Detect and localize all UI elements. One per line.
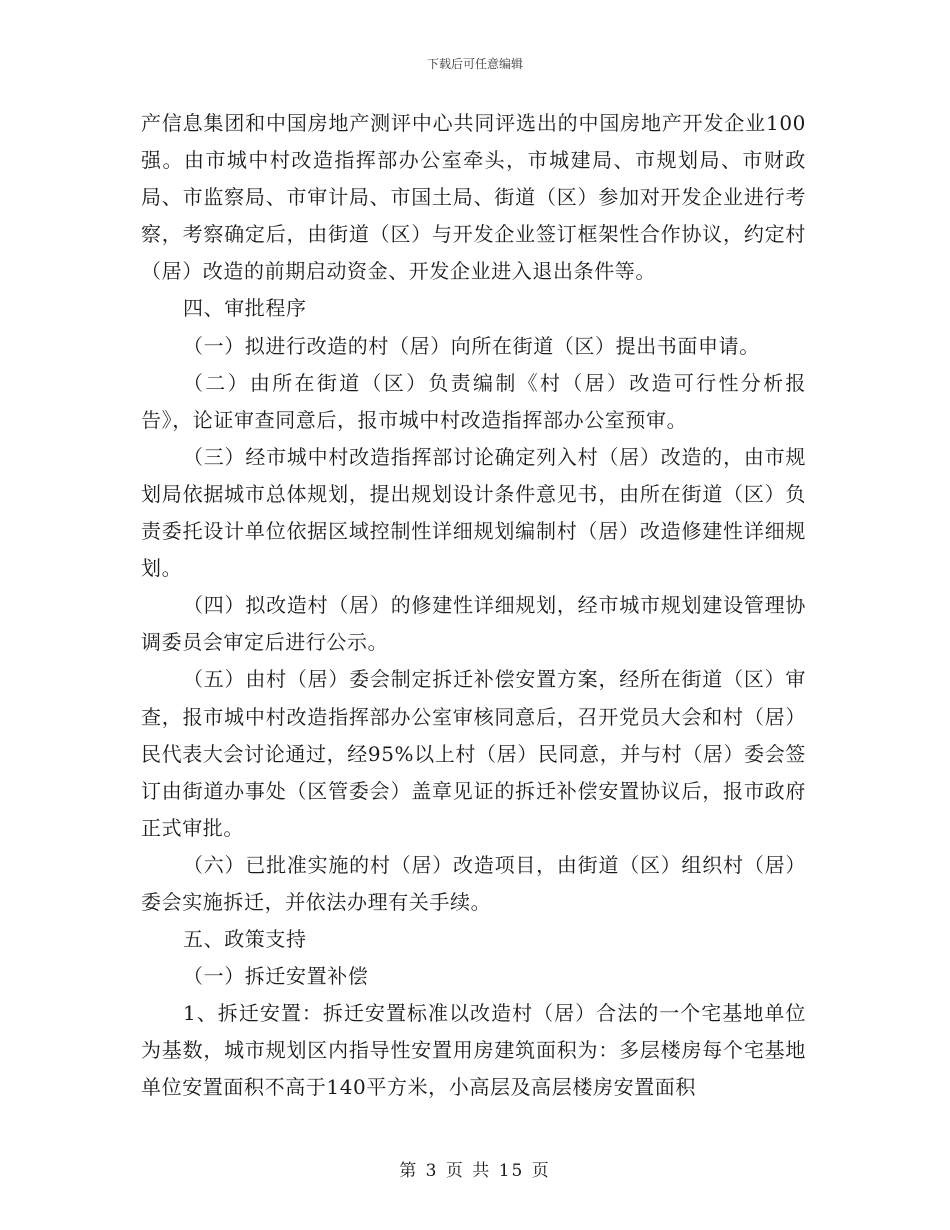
paragraph: 四、审批程序 xyxy=(183,296,307,321)
page-footer: 第 3 页 共 15 页 xyxy=(399,1161,551,1181)
paragraph: （一）拆迁安置补偿 xyxy=(183,964,369,989)
paragraph: （一）拟进行改造的村（居）向所在街道（区）提出书面申请。 xyxy=(183,333,760,358)
paragraph: 五、政策支持 xyxy=(183,927,307,952)
paragraph: 产信息集团和中国房地产测评中心共同评选出的中国房地产开发企业100强。由市城中村改造指挥部办公室牵头，市城建局、市规划局、市财政局、市监察局、市审计局、市国土局、街道（区）参加对开发企业进行考察，考察确定后，由街道（区）与开发企业签订框架性合作协议，约定村（居）改造的前期启动资金、开发企业进入退出条件等。 xyxy=(141,111,806,284)
paragraph: （二）由所在街道（区）负责编制《村（居）改造可行性分析报告》，论证审查同意后，报市城中村改造指挥部办公室预审。 xyxy=(141,370,806,432)
paragraph: （五）由村（居）委会制定拆迁补偿安置方案，经所在街道（区）审查，报市城中村改造指挥部办公室审核同意后，召开党员大会和村（居）民代表大会讨论通过，经95%以上村（居）民同意，并与村（居）委会签订由街道办事处（区管委会）盖章见证的拆迁补偿安置协议后，报市政府正式审批。 xyxy=(141,667,806,840)
paragraph: （三）经市城中村改造指挥部讨论确定列入村（居）改造的，由市规划局依据城市总体规划，提出规划设计条件意见书，由所在街道（区）负责委托设计单位依据区域控制性详细规划编制村（居）改造修建性详细规划。 xyxy=(141,444,806,581)
paragraph: （六）已批准实施的村（居）改造项目，由街道（区）组织村（居）委会实施拆迁，并依法办理有关手续。 xyxy=(141,852,806,914)
paragraph: 1、拆迁安置：拆迁安置标准以改造村（居）合法的一个宅基地单位为基数，城市规划区内指导性安置用房建筑面积为：多层楼房每个宅基地单位安置面积不高于140平方米，小高层及高层楼房安置面积 xyxy=(141,1001,806,1100)
document-body xyxy=(141,105,806,1107)
page-header: 下载后可任意编辑 xyxy=(426,57,523,71)
paragraph: （四）拟改造村（居）的修建性详细规划，经市城市规划建设管理协调委员会审定后进行公示。 xyxy=(141,593,806,655)
